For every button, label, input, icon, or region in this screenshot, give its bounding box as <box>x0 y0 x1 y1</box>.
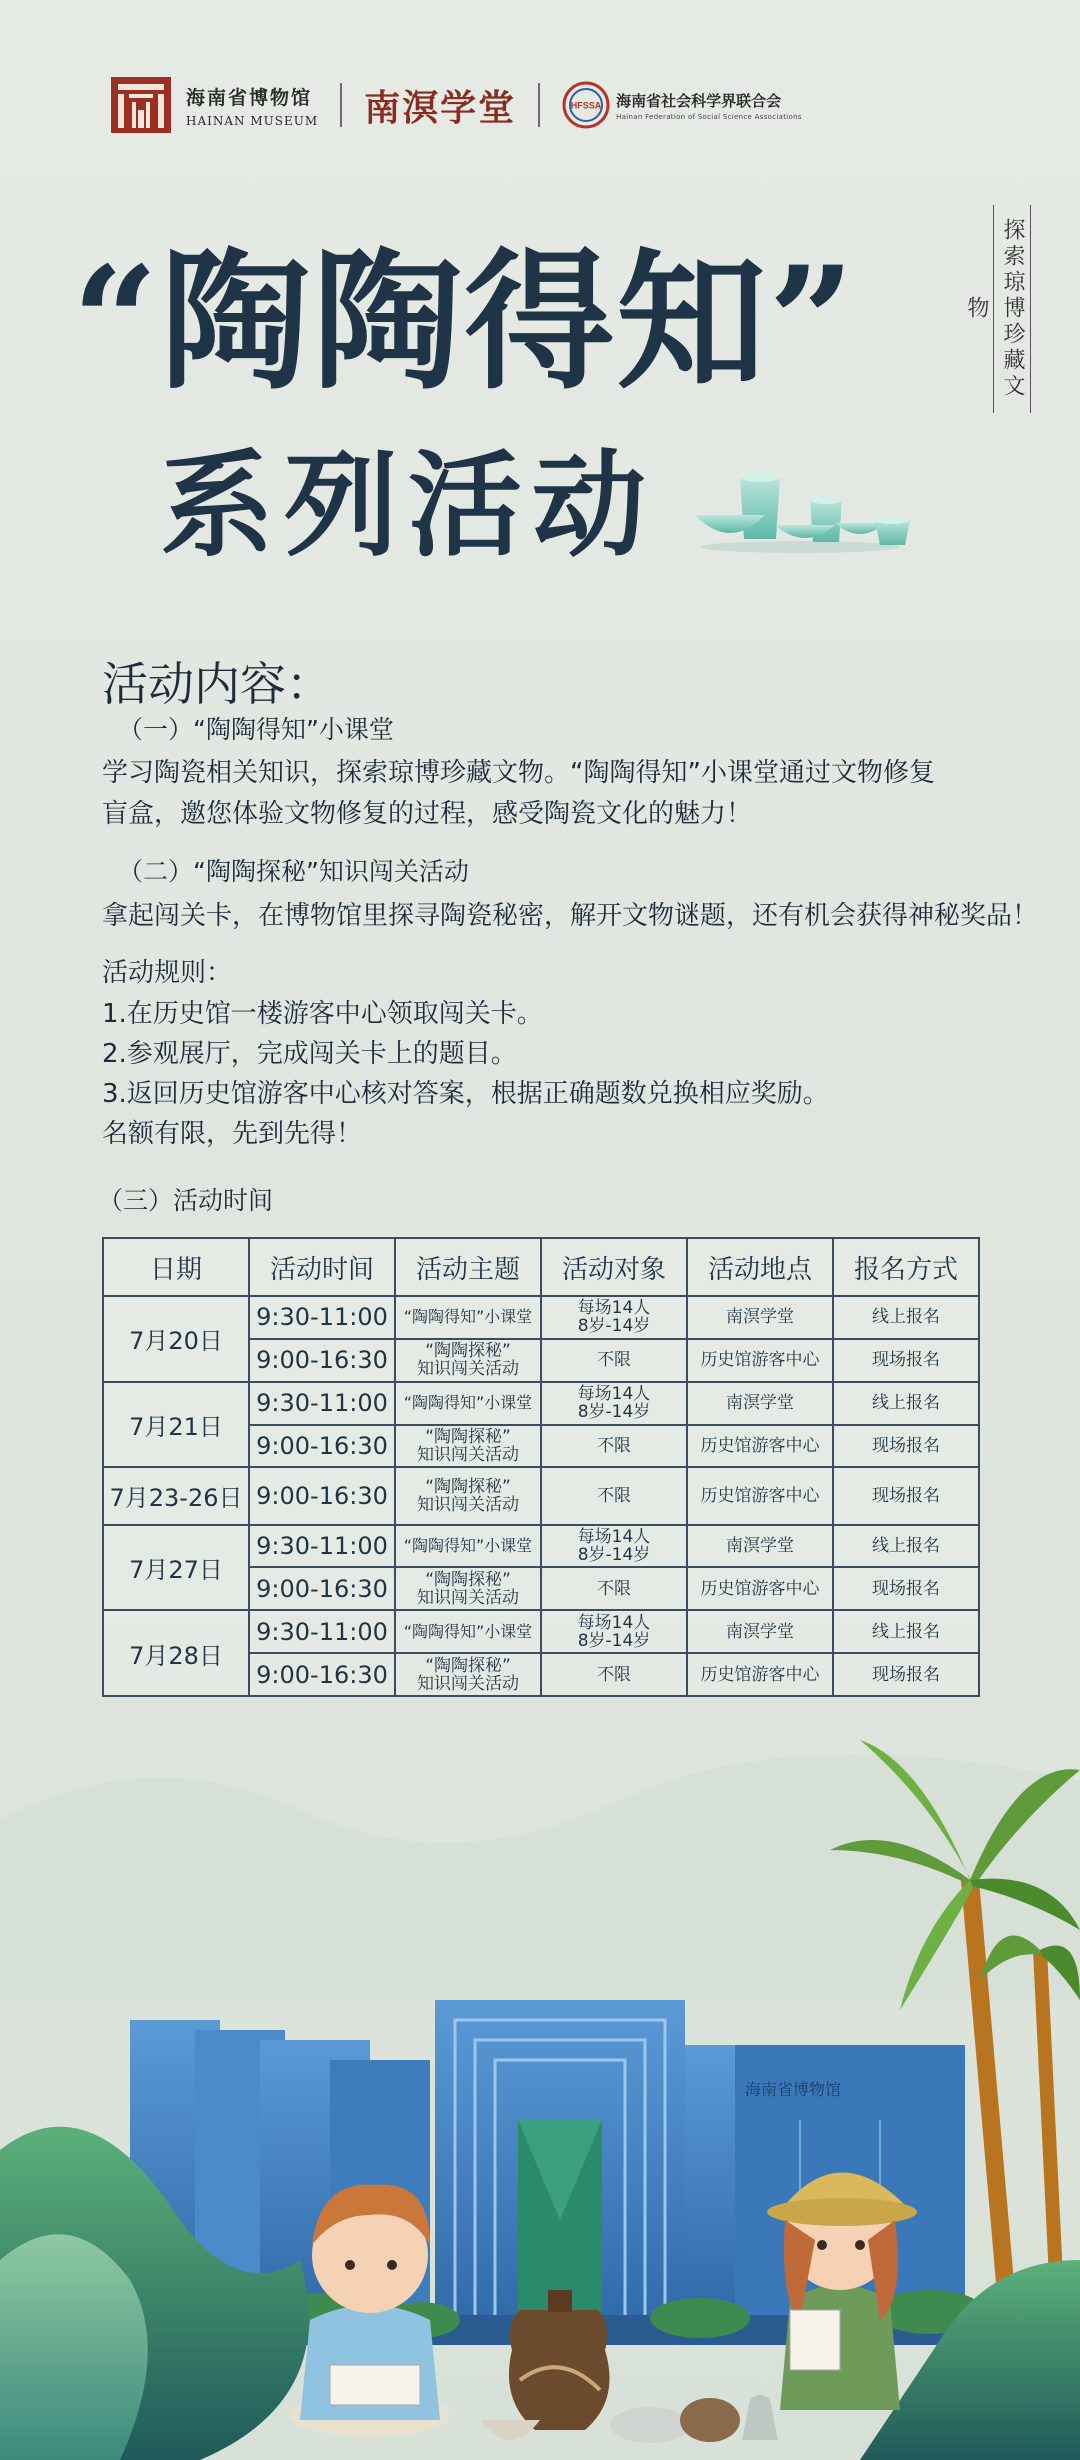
time-cell: 9:00-16:30 <box>249 1567 395 1610</box>
rule-2: 2.参观展厅，完成闯关卡上的题目。 <box>102 1039 517 1069</box>
place-cell: 历史馆游客中心 <box>687 1467 833 1524</box>
museum-illustration <box>0 1700 1080 2460</box>
theme-line: 知识闯关活动 <box>417 1673 519 1694</box>
theme-line: “陶陶探秘” <box>425 1569 511 1590</box>
target-cell <box>541 1382 687 1425</box>
place-cell: 历史馆游客中心 <box>687 1339 833 1382</box>
place-cell: 历史馆游客中心 <box>687 1567 833 1610</box>
time-cell: 9:00-16:30 <box>249 1467 395 1524</box>
federation-abbr: HFSSA <box>570 100 602 111</box>
federation-badge-icon <box>562 81 610 129</box>
part2-title: （二）“陶陶探秘”知识闯关活动 <box>118 857 469 886</box>
logo-divider <box>538 83 540 127</box>
logo-divider <box>340 83 342 127</box>
nanming-logo: 南溟学堂 <box>364 86 517 129</box>
rule-4: 名额有限，先到先得！ <box>102 1119 363 1149</box>
target-line: 8岁-14岁 <box>577 1402 651 1423</box>
federation-name-en: Hainan Federation of Social Science Associations <box>616 112 802 121</box>
date-cell: 7月21日 <box>103 1382 249 1468</box>
table-row <box>103 1382 979 1425</box>
target-cell <box>541 1525 687 1568</box>
hainan-museum-logo <box>110 76 318 134</box>
theme-cell <box>395 1567 541 1610</box>
table-row <box>103 1296 979 1339</box>
time-cell: 9:30-11:00 <box>249 1382 395 1425</box>
target-cell: 不限 <box>541 1567 687 1610</box>
theme-cell: “陶陶得知”小课堂 <box>395 1610 541 1653</box>
target-line: 8岁-14岁 <box>577 1630 651 1651</box>
target-cell: 不限 <box>541 1425 687 1468</box>
target-line: 8岁-14岁 <box>577 1316 651 1337</box>
part2-line1: 拿起闯关卡，在博物馆里探寻陶瓷秘密，解开文物谜题，还有机会获得神秘奖品！ <box>102 901 1039 931</box>
target-cell: 不限 <box>541 1653 687 1696</box>
header-theme: 活动主题 <box>395 1238 541 1296</box>
header-target: 活动对象 <box>541 1238 687 1296</box>
part1-line2: 盲盒，邀您体验文物修复的过程，感受陶瓷文化的魅力！ <box>102 799 753 829</box>
target-cell <box>541 1610 687 1653</box>
signup-cell: 现场报名 <box>833 1467 979 1524</box>
target-line: 8岁-14岁 <box>577 1544 651 1565</box>
place-cell: 历史馆游客中心 <box>687 1425 833 1468</box>
target-cell: 不限 <box>541 1339 687 1382</box>
signup-cell: 现场报名 <box>833 1567 979 1610</box>
place-cell: 南溟学堂 <box>687 1610 833 1653</box>
place-cell: 南溟学堂 <box>687 1296 833 1339</box>
part3-title: （三）活动时间 <box>98 1186 274 1215</box>
place-cell: 历史馆游客中心 <box>687 1653 833 1696</box>
target-cell <box>541 1296 687 1339</box>
theme-cell <box>395 1467 541 1524</box>
target-line: 每场14人 <box>577 1298 651 1319</box>
theme-line: 知识闯关活动 <box>417 1494 519 1515</box>
theme-line: “陶陶探秘” <box>425 1476 511 1497</box>
theme-line: “陶陶探秘” <box>425 1655 511 1676</box>
signup-cell: 现场报名 <box>833 1425 979 1468</box>
target-line: 每场14人 <box>577 1612 651 1633</box>
place-cell: 南溟学堂 <box>687 1382 833 1425</box>
theme-cell: “陶陶得知”小课堂 <box>395 1525 541 1568</box>
time-cell: 9:00-16:30 <box>249 1339 395 1382</box>
sub-title: 系列活动 <box>160 438 657 572</box>
museum-name-en: HAINAN MUSEUM <box>186 113 319 128</box>
date-cell: 7月28日 <box>103 1610 249 1696</box>
target-line: 每场14人 <box>577 1384 651 1405</box>
schedule-table <box>102 1237 980 1697</box>
time-cell: 9:30-11:00 <box>249 1296 395 1339</box>
building-sign: 海南省博物馆 <box>745 2080 842 2099</box>
rule-1: 1.在历史馆一楼游客中心领取闯关卡。 <box>102 999 543 1029</box>
logo-bar <box>110 70 970 140</box>
date-cell: 7月23-26日 <box>103 1467 249 1524</box>
theme-line: “陶陶探秘” <box>425 1426 511 1447</box>
content-heading: 活动内容： <box>102 657 332 711</box>
theme-cell <box>395 1339 541 1382</box>
part1-title: （一）“陶陶得知”小课堂 <box>118 715 394 744</box>
header-place: 活动地点 <box>687 1238 833 1296</box>
time-cell: 9:30-11:00 <box>249 1525 395 1568</box>
signup-cell: 线上报名 <box>833 1296 979 1339</box>
theme-line: “陶陶探秘” <box>425 1341 511 1362</box>
theme-cell <box>395 1653 541 1696</box>
signup-cell: 现场报名 <box>833 1653 979 1696</box>
time-cell: 9:00-16:30 <box>249 1653 395 1696</box>
rules-title: 活动规则： <box>102 958 233 988</box>
header-date: 日期 <box>103 1238 249 1296</box>
part1-line1: 学习陶瓷相关知识，探索琼博珍藏文物。“陶陶得知”小课堂通过文物修复 <box>102 758 935 788</box>
time-cell: 9:00-16:30 <box>249 1425 395 1468</box>
table-row <box>103 1610 979 1653</box>
theme-cell: “陶陶得知”小课堂 <box>395 1382 541 1425</box>
rule-3: 3.返回历史馆游客中心核对答案，根据正确题数兑换相应奖励。 <box>102 1079 829 1109</box>
theme-cell: “陶陶得知”小课堂 <box>395 1296 541 1339</box>
time-cell: 9:30-11:00 <box>249 1610 395 1653</box>
main-title: “陶陶得知” <box>72 234 857 410</box>
table-header-row <box>103 1238 979 1296</box>
table-row <box>103 1525 979 1568</box>
theme-cell <box>395 1425 541 1468</box>
vertical-tagline: 探索琼博珍藏文物 <box>993 205 1031 413</box>
signup-cell: 线上报名 <box>833 1382 979 1425</box>
table-row <box>103 1467 979 1524</box>
signup-cell: 线上报名 <box>833 1525 979 1568</box>
date-cell: 7月27日 <box>103 1525 249 1611</box>
place-cell: 南溟学堂 <box>687 1525 833 1568</box>
date-cell: 7月20日 <box>103 1296 249 1382</box>
federation-logo <box>562 81 802 129</box>
theme-line: 知识闯关活动 <box>417 1359 519 1380</box>
museum-mark-icon <box>110 76 172 134</box>
theme-line: 知识闯关活动 <box>417 1444 519 1465</box>
header-signup: 报名方式 <box>833 1238 979 1296</box>
target-cell: 不限 <box>541 1467 687 1524</box>
federation-name-cn: 海南省社会科学界联合会 <box>616 91 782 110</box>
ceramic-bowls-icon <box>690 465 930 565</box>
museum-name-cn: 海南省博物馆 <box>186 86 313 109</box>
target-line: 每场14人 <box>577 1526 651 1547</box>
signup-cell: 现场报名 <box>833 1339 979 1382</box>
theme-line: 知识闯关活动 <box>417 1587 519 1608</box>
girl-explorer-icon <box>767 2173 917 2411</box>
header-time: 活动时间 <box>249 1238 395 1296</box>
signup-cell: 线上报名 <box>833 1610 979 1653</box>
